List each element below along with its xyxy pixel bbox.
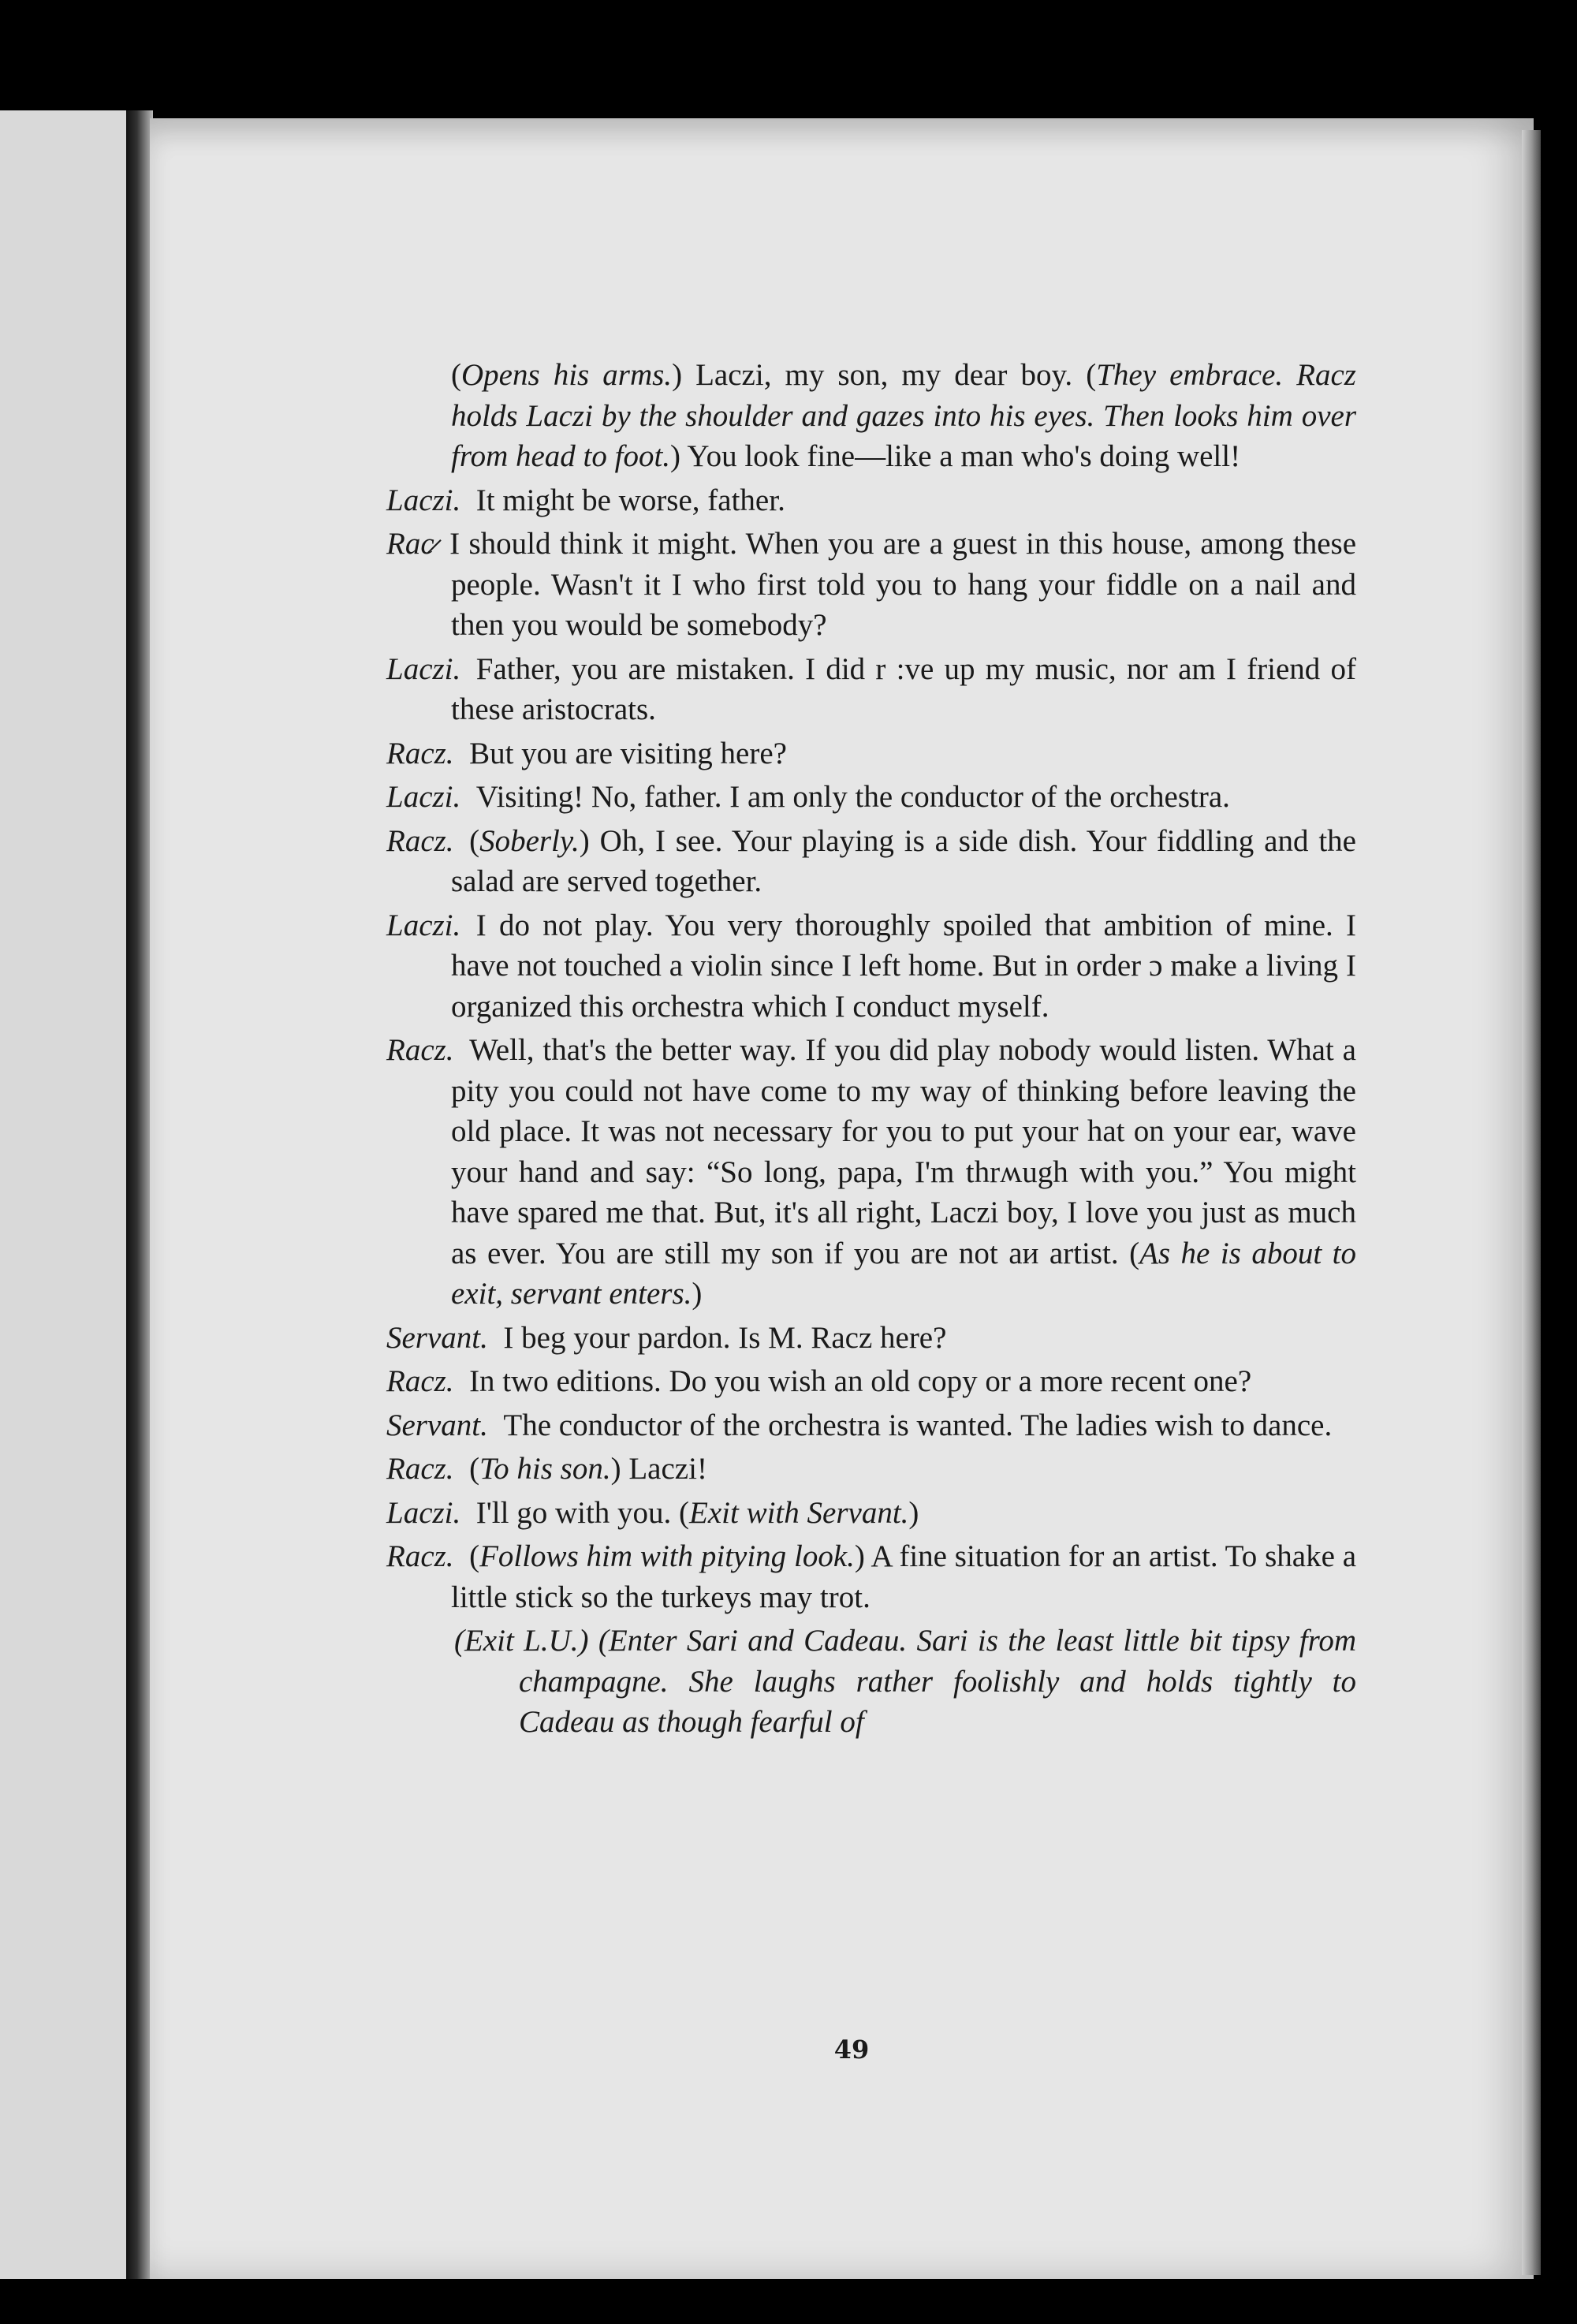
dialogue-text: ( bbox=[451, 358, 461, 392]
dialogue-line bbox=[386, 1449, 1356, 1490]
dialogue-line bbox=[386, 1493, 1356, 1534]
dialogue-text: ( bbox=[469, 1539, 480, 1573]
dialogue-text: I do not play. You very thoroughly spoiled that ambition of mine. I have not touched a violin since I left home. But in order ɔ make a living I organized this orchestra which I conduct myself. bbox=[451, 908, 1356, 1024]
dialogue-text: The conductor of the orchestra is wanted. The ladies wish to dance. bbox=[503, 1408, 1333, 1442]
page-number: 49 bbox=[833, 2035, 870, 2065]
dialogue-text: ) bbox=[692, 1277, 703, 1311]
speaker-name: Rac̷ bbox=[386, 527, 434, 561]
dialogue-text: I should think it might. When you are a guest in this house, among these people. Wasn't it I who first told you to hang your fiddle on a nail and then you would be somebody? bbox=[449, 527, 1356, 642]
stage-direction-text: Exit with Servant. bbox=[689, 1495, 909, 1530]
speaker-name: Laczi. bbox=[386, 1495, 461, 1530]
dialogue-text: ) Oh, I see. Your playing is a side dish. Your fiddling and the salad are served together. bbox=[451, 823, 1356, 898]
page-edge-shadow bbox=[1522, 130, 1541, 2275]
dialogue-text: ( bbox=[469, 1452, 480, 1486]
speaker-name: Racz. bbox=[386, 823, 454, 858]
dialogue-line bbox=[386, 649, 1356, 730]
stage-direction-text: Follows him with pitying look. bbox=[479, 1539, 855, 1573]
dialogue-text: ) Laczi, my son, my dear boy. ( bbox=[672, 358, 1097, 392]
dialogue-line bbox=[386, 905, 1356, 1028]
dialogue-line bbox=[386, 1030, 1356, 1315]
speaker-name: Racz. bbox=[386, 1033, 454, 1067]
stage-direction-text: Soberly. bbox=[479, 823, 580, 858]
dialogue-text: ) A fine situation for an artist. To shake a little stick so the turkeys may trot. bbox=[451, 1539, 1356, 1614]
dialogue-text: I'll go with you. ( bbox=[475, 1495, 690, 1530]
speaker-name: Servant. bbox=[386, 1320, 488, 1355]
dialogue-text: ) You look fine—like a man who's doing well! bbox=[670, 439, 1241, 473]
speaker-name: Laczi. bbox=[386, 483, 461, 517]
dialogue-line bbox=[386, 1536, 1356, 1617]
dialogue-text: ( bbox=[469, 823, 480, 858]
speaker-name: Servant. bbox=[386, 1408, 488, 1442]
speaker-name: Racz. bbox=[386, 1539, 454, 1573]
dialogue-line bbox=[386, 1405, 1356, 1446]
dialogue-line bbox=[386, 524, 1356, 646]
dialogue-text: Well, that's the better way. If you did play nobody would listen. What a pity you could not have come to my way of thinking before leaving the old place. It was not necessary for you to put your hat on your ear, wave your hand and say: “So long, papa, I'm thrʍugh with you.” You might have spared me that. But, it's all right, Laczi boy, I love you just as much as ever. You are still my son if you are not aи artist. ( bbox=[451, 1033, 1356, 1270]
dialogue-line bbox=[386, 480, 1356, 521]
dialogue-text: It might be worse, father. bbox=[475, 483, 785, 517]
dialogue-text: ) Laczi! bbox=[610, 1452, 707, 1486]
stage-direction-text: To his son. bbox=[479, 1452, 611, 1486]
dialogue-text: Visiting! No, father. I am only the conductor of the orchestra. bbox=[475, 780, 1230, 814]
book-spine bbox=[126, 110, 153, 2279]
speaker-name: Racz. bbox=[386, 736, 454, 770]
dialogue-line bbox=[386, 777, 1356, 818]
speaker-name: Laczi. bbox=[386, 780, 461, 814]
facing-page-edge bbox=[0, 110, 134, 2279]
dialogue-line bbox=[386, 733, 1356, 774]
speaker-name: Laczi. bbox=[386, 908, 461, 942]
stage-direction-text: They embrace. Racz holds Laczi by the shoulder and gazes into his eyes. Then looks him over from head to foot. bbox=[451, 358, 1356, 473]
speaker-name: Laczi. bbox=[386, 651, 461, 686]
stage-direction bbox=[386, 1621, 1356, 1743]
dialogue-continuation bbox=[386, 355, 1356, 477]
dialogue-text: ) bbox=[908, 1495, 919, 1530]
dialogue-line bbox=[386, 1318, 1356, 1359]
dialogue-text: I beg your pardon. Is M. Racz here? bbox=[503, 1320, 947, 1355]
dialogue-text: But you are visiting here? bbox=[469, 736, 787, 770]
dialogue-text: Father, you are mistaken. I did r :ve up my music, nor am I friend of these aristocrats. bbox=[451, 651, 1356, 726]
dialogue-line bbox=[386, 1361, 1356, 1402]
stage-direction-text: As he is about to exit, servant enters. bbox=[451, 1236, 1356, 1311]
script-text bbox=[386, 355, 1356, 1746]
dialogue-line bbox=[386, 821, 1356, 902]
stage-direction-text: Opens his arms. bbox=[461, 358, 673, 392]
speaker-name: Racz. bbox=[386, 1452, 454, 1486]
dialogue-text: In two editions. Do you wish an old copy or a more recent one? bbox=[469, 1364, 1252, 1398]
speaker-name: Racz. bbox=[386, 1364, 454, 1398]
stage-direction-text: (Exit L.U.) (Enter Sari and Cadeau. Sari is the least little bit tipsy from champagne. She laughs rather foolishly and holds tightly to Cadeau as though fearful of bbox=[454, 1624, 1356, 1739]
